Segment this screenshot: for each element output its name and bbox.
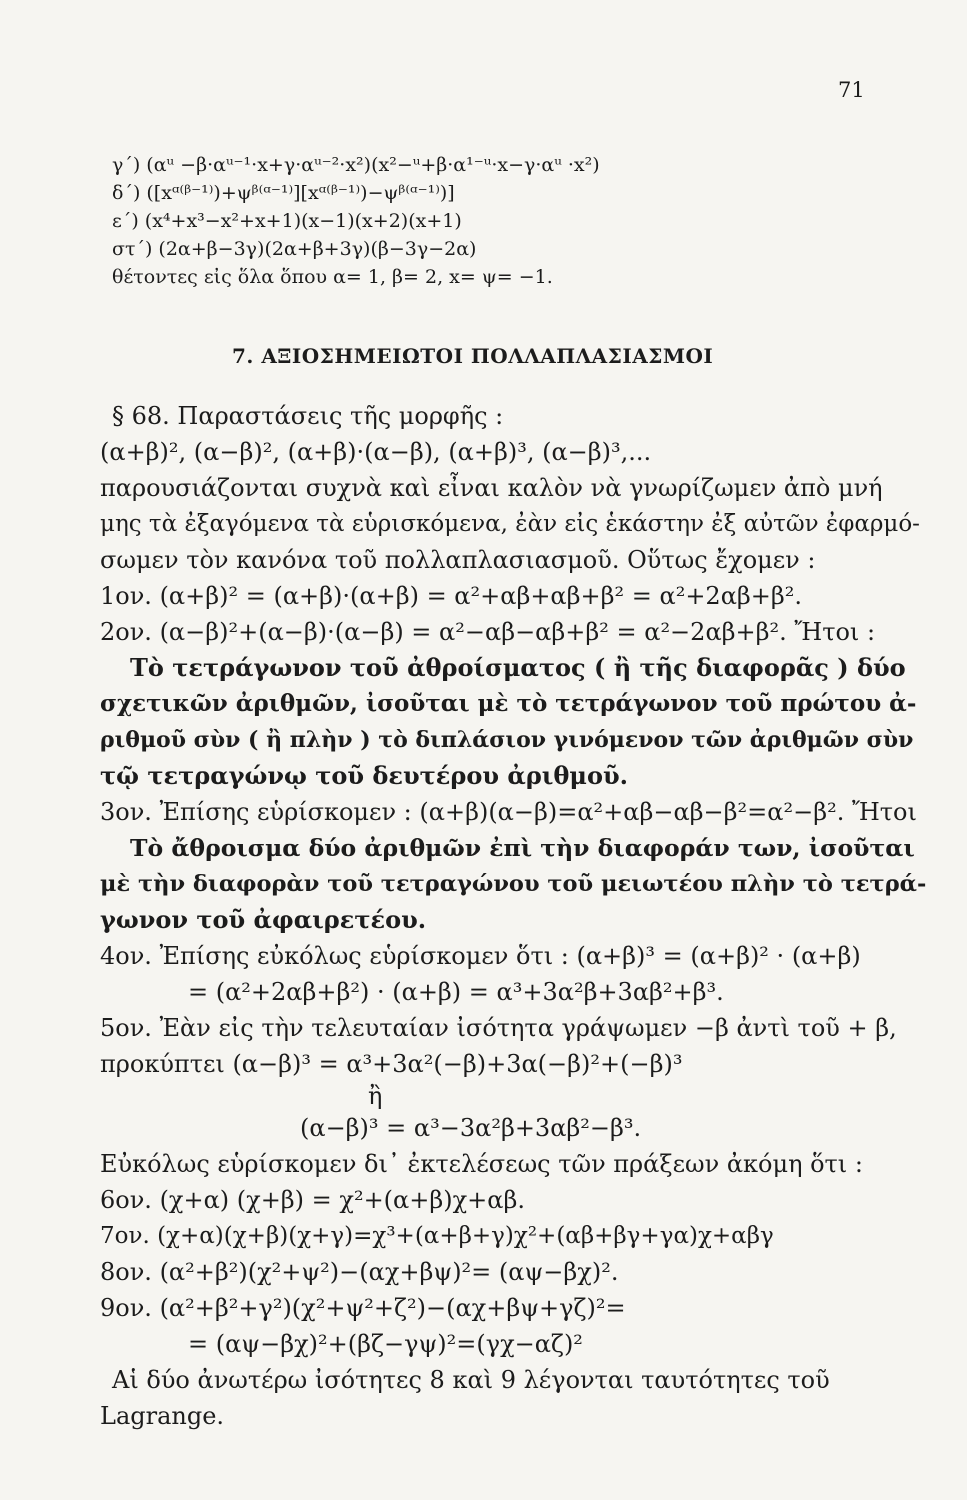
identity-5: 5ον. Ἐὰν εἰς τὴν τελευταίαν ἰσότητα γράψωμεν −β ἀντὶ τοῦ + β, — [100, 1014, 897, 1042]
rule-text: μὲ τὴν διαφορὰν τοῦ τετραγώνου τοῦ μειωτέου πλὴν τὸ τετρά- — [100, 871, 927, 897]
paragraph-line: Εὐκόλως εὑρίσκομεν δι᾽ ἐκτελέσεως τῶν πράξεων ἀκόμη ὅτι : — [100, 1150, 863, 1178]
exercise-gamma: γ΄) (αᵘ −β·αᵘ⁻¹·x+γ·αᵘ⁻²·x²)(x²−ᵘ+β·α¹⁻ᵘ·x−γ·αᵘ ·x²) — [112, 154, 600, 176]
identity-6: 6ον. (χ+α) (χ+β) = χ²+(α+β)χ+αβ. — [100, 1186, 525, 1214]
identity-3: 3ον. Ἐπίσης εὑρίσκομεν : (α+β)(α−β)=α²+αβ−αβ−β²=α²−β². Ἤτοι — [100, 798, 917, 826]
rule-text: γωνον τοῦ ἀφαιρετέου. — [100, 905, 427, 934]
exercise-epsilon: ε΄) (x⁴+x³−x²+x+1)(x−1)(x+2)(x+1) — [112, 210, 462, 232]
identity-9: 9ον. (α²+β²+γ²)(χ²+ψ²+ζ²)−(αχ+βψ+γζ)²= — [100, 1294, 626, 1322]
exercise-values: θέτοντες εἰς ὅλα ὅπου α= 1, β= 2, x= ψ= −1. — [112, 266, 553, 288]
identity-1: 1ον. (α+β)² = (α+β)·(α+β) = α²+αβ+αβ+β² = α²+2αβ+β². — [100, 582, 803, 610]
paragraph-line: παρουσιάζονται συχνὰ καὶ εἶναι καλὸν νὰ γνωρίζωμεν ἀπὸ μνή — [100, 474, 883, 502]
page-number: 71 — [838, 78, 865, 102]
closing-line: Αἱ δύο ἀνωτέρω ἰσότητες 8 καὶ 9 λέγονται ταυτότητες τοῦ — [112, 1366, 830, 1394]
identity-5-result: (α−β)³ = α³−3α²β+3αβ²−β³. — [300, 1114, 642, 1142]
exercise-st: στ΄) (2α+β−3γ)(2α+β+3γ)(β−3γ−2α) — [112, 238, 477, 260]
identity-4-cont: = (α²+2αβ+β²) · (α+β) = α³+3α²β+3αβ²+β³. — [188, 978, 724, 1006]
rule-text: τῷ τετραγώνῳ τοῦ δευτέρου ἀριθμοῦ. — [100, 761, 628, 790]
identity-9-cont: = (αψ−βχ)²+(βζ−γψ)²=(γχ−αζ)² — [188, 1330, 583, 1358]
section-heading: 7. ΑΞΙΟΣΗΜΕΙΩΤΟΙ ΠΟΛΛΑΠΛΑΣΙΑΣΜΟΙ — [232, 344, 714, 368]
closing-line: Lagrange. — [100, 1402, 225, 1430]
identity-7: 7ον. (χ+α)(χ+β)(χ+γ)=χ³+(α+β+γ)χ²+(αβ+βγ+γα)χ+αβγ — [100, 1223, 774, 1249]
rule-text: σχετικῶν ἀριθμῶν, ἰσοῦται μὲ τὸ τετράγωνον τοῦ πρώτου ἀ- — [100, 690, 917, 717]
exercise-delta: δ΄) ([xᵅ⁽ᵝ⁻¹⁾)+ψᵝ⁽ᵅ⁻¹⁾][xᵅ⁽ᵝ⁻¹⁾)−ψᵝ⁽ᵅ⁻¹⁾)] — [112, 182, 455, 204]
identity-8: 8ον. (α²+β²)(χ²+ψ²)−(αχ+βψ)²= (αψ−βχ)². — [100, 1258, 619, 1286]
identity-4: 4ον. Ἐπίσης εὐκόλως εὑρίσκομεν ὅτι : (α+β)³ = (α+β)² · (α+β) — [100, 942, 861, 970]
identity-5-or: ἢ — [368, 1082, 383, 1110]
paragraph-line: § 68. Παραστάσεις τῆς μορφῆς : — [112, 402, 504, 430]
rule-text: Τὸ τετράγωνον τοῦ ἀθροίσματος ( ἢ τῆς διαφορᾶς ) δύο — [130, 653, 906, 682]
paragraph-line: σωμεν τὸν κανόνα τοῦ πολλαπλασιασμοῦ. Οὕτως ἔχομεν : — [100, 546, 816, 574]
paragraph-line: μης τὰ ἐξαγόμενα τὰ εὑρισκόμενα, ἐὰν εἰς ἑκάστην ἐξ αὐτῶν ἐφαρμό- — [100, 511, 920, 537]
rule-text: ριθμοῦ σὺν ( ἢ πλὴν ) τὸ διπλάσιον γινόμενον τῶν ἀριθμῶν σὺν — [100, 727, 914, 753]
paragraph-line: (α+β)², (α−β)², (α+β)·(α−β), (α+β)³, (α−β)³,... — [100, 438, 652, 466]
identity-2: 2ον. (α−β)²+(α−β)·(α−β) = α²−αβ−αβ+β² = α²−2αβ+β². Ἤτοι : — [100, 618, 876, 646]
rule-text: Τὸ ἄθροισμα δύο ἀριθμῶν ἐπὶ τὴν διαφοράν των, ἰσοῦται — [130, 834, 915, 862]
identity-5-cont: προκύπτει (α−β)³ = α³+3α²(−β)+3α(−β)²+(−β)³ — [100, 1050, 683, 1078]
